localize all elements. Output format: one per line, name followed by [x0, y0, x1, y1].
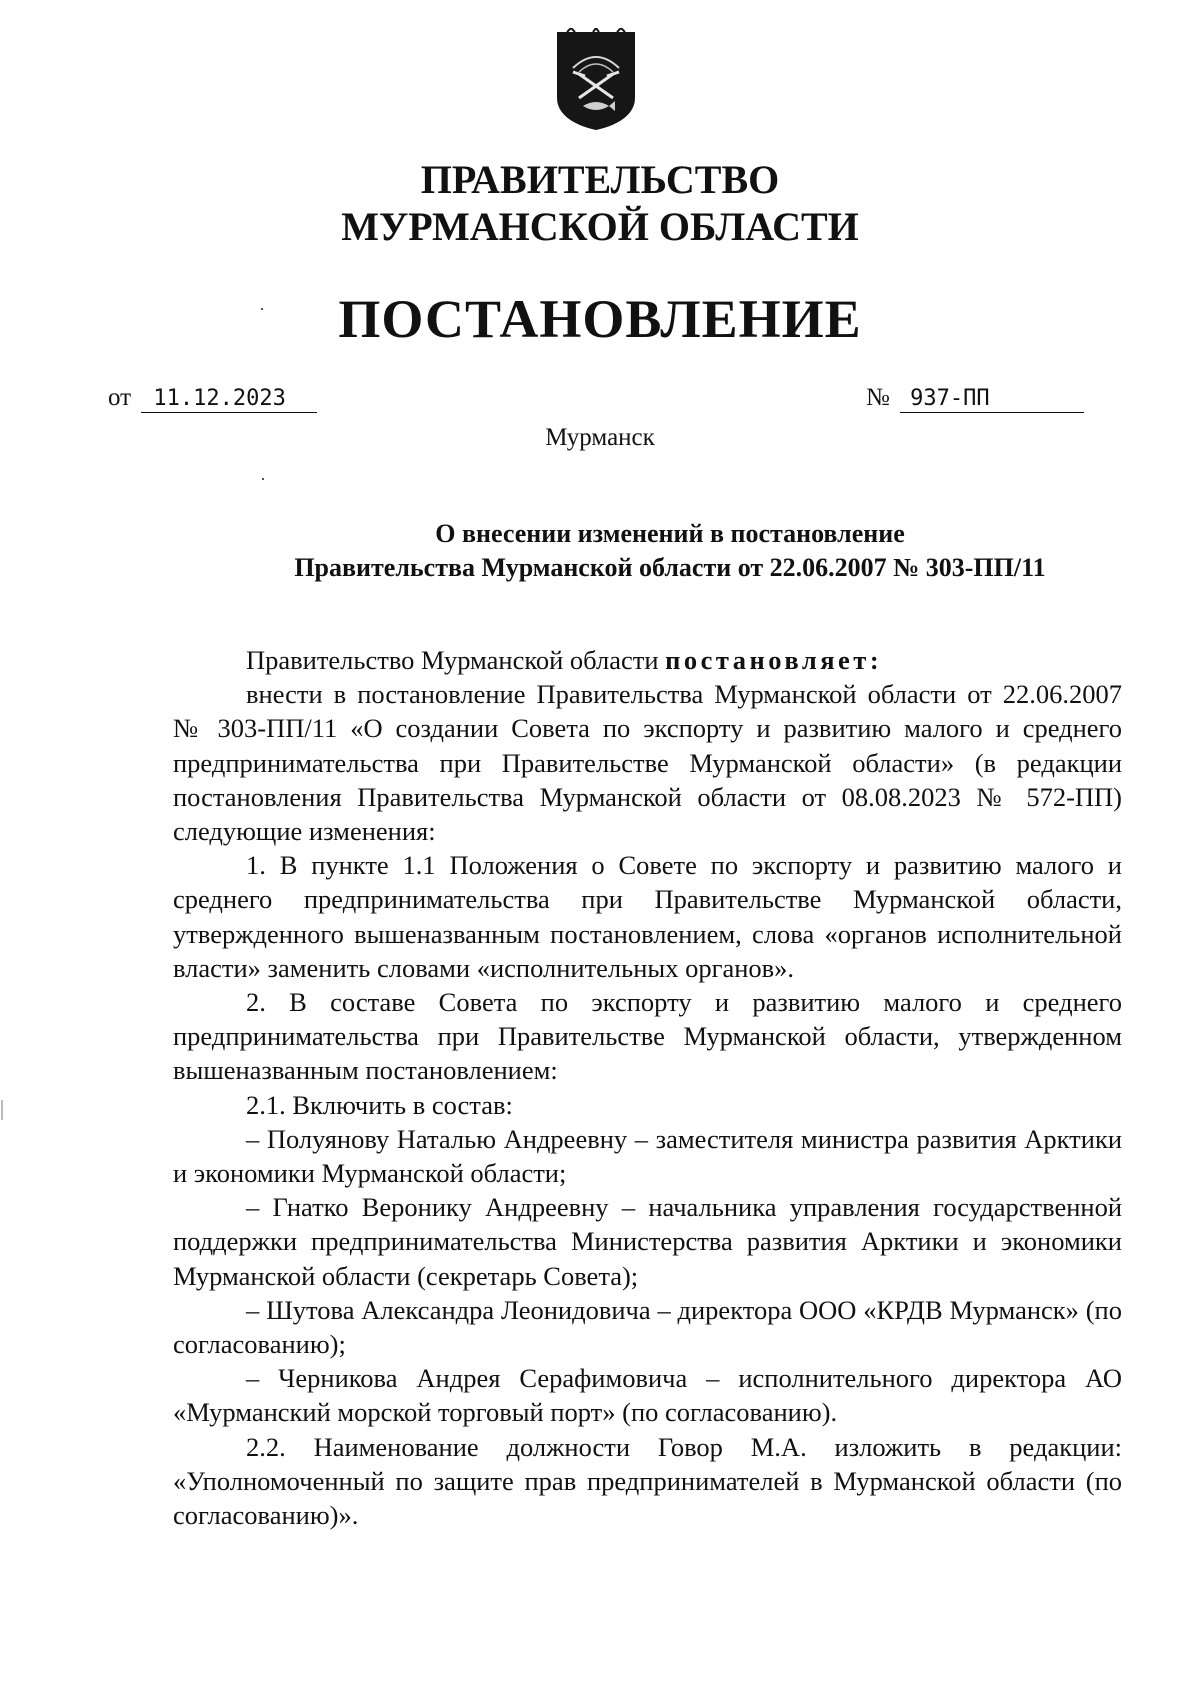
document-type: ПОСТАНОВЛЕНИЕ [338, 289, 862, 349]
scan-artifact [262, 478, 264, 480]
document-city: Мурманск [545, 424, 655, 451]
body-paragraph: внести в постановление Правительства Мурманской области от 22.06.2007 № 303-ПП/11 «О создании Совета по экспорту и развитию малого и среднего предпринимательства при Правительстве Мурманской области» (в редакции постановления Правительства Мурманской области от 08.08.2023 № 572-ПП) следующие изменения: [173, 679, 1122, 847]
organization-name-line1: ПРАВИТЕЛЬСТВО [420, 157, 780, 202]
body-paragraph: 2. В составе Совета по экспорту и развитию малого и среднего предпринимательства при Правительстве Мурманской области, утвержденном вышеназванным постановлением: [173, 987, 1122, 1086]
number-prefix: № [866, 384, 890, 411]
scan-artifact [261, 308, 263, 310]
organization-name-line2: МУРМАНСКОЙ ОБЛАСТИ [341, 204, 859, 249]
body-paragraph: 1. В пункте 1.1 Положения о Совете по экспорту и развитию малого и среднего предпринимательства при Правительстве Мурманской области, утвержденного вышеназванным постановлением, слова «органов исполнительной власти» заменить словами «исполнительных органов». [173, 850, 1122, 983]
document-date-line [108, 384, 317, 413]
body-intro [173, 643, 1122, 677]
document-title-line1: О внесении изменений в постановление [435, 519, 905, 548]
body-paragraph: – Черникова Андрея Серафимовича – исполнительного директора АО «Мурманский морской торговый порт» (по согласованию). [173, 1363, 1122, 1428]
body-paragraph: 2.1. Включить в состав: [246, 1089, 513, 1120]
scan-artifact [1, 1100, 3, 1120]
document-body [173, 643, 1122, 1532]
date-prefix: от [108, 384, 132, 411]
document-date: 11.12.2023 [141, 386, 317, 413]
document-title [170, 517, 1170, 585]
coat-of-arms-emblem [553, 28, 639, 132]
body-paragraph: – Шутова Александра Леонидовича – директора ООО «КРДВ Мурманск» (по согласованию); [173, 1294, 1122, 1360]
document-title-line2: Правительства Мурманской области от 22.06.2007 № 303-ПП/11 [294, 553, 1046, 582]
document-number-line [866, 384, 1084, 413]
body-paragraph: 2.2. Наименование должности Говор М.А. изложить в редакции: «Уполномоченный по защите прав предпринимателей в Мурманской области (по согласованию)». [173, 1431, 1122, 1531]
document-number: 937-ПП [900, 386, 1084, 413]
intro-decree-word: постановляет: [665, 645, 883, 675]
organization-name [0, 156, 1200, 250]
intro-text: Правительство Мурманской области [246, 645, 666, 675]
body-paragraph: – Гнатко Веронику Андреевну – начальника управления государственной поддержки предпринимательства Министерства развития Арктики и экономики Мурманской области (секретарь Совета); [173, 1192, 1122, 1291]
body-paragraph: – Полуянову Наталью Андреевну – заместителя министра развития Арктики и экономики Мурманской области; [173, 1123, 1122, 1189]
